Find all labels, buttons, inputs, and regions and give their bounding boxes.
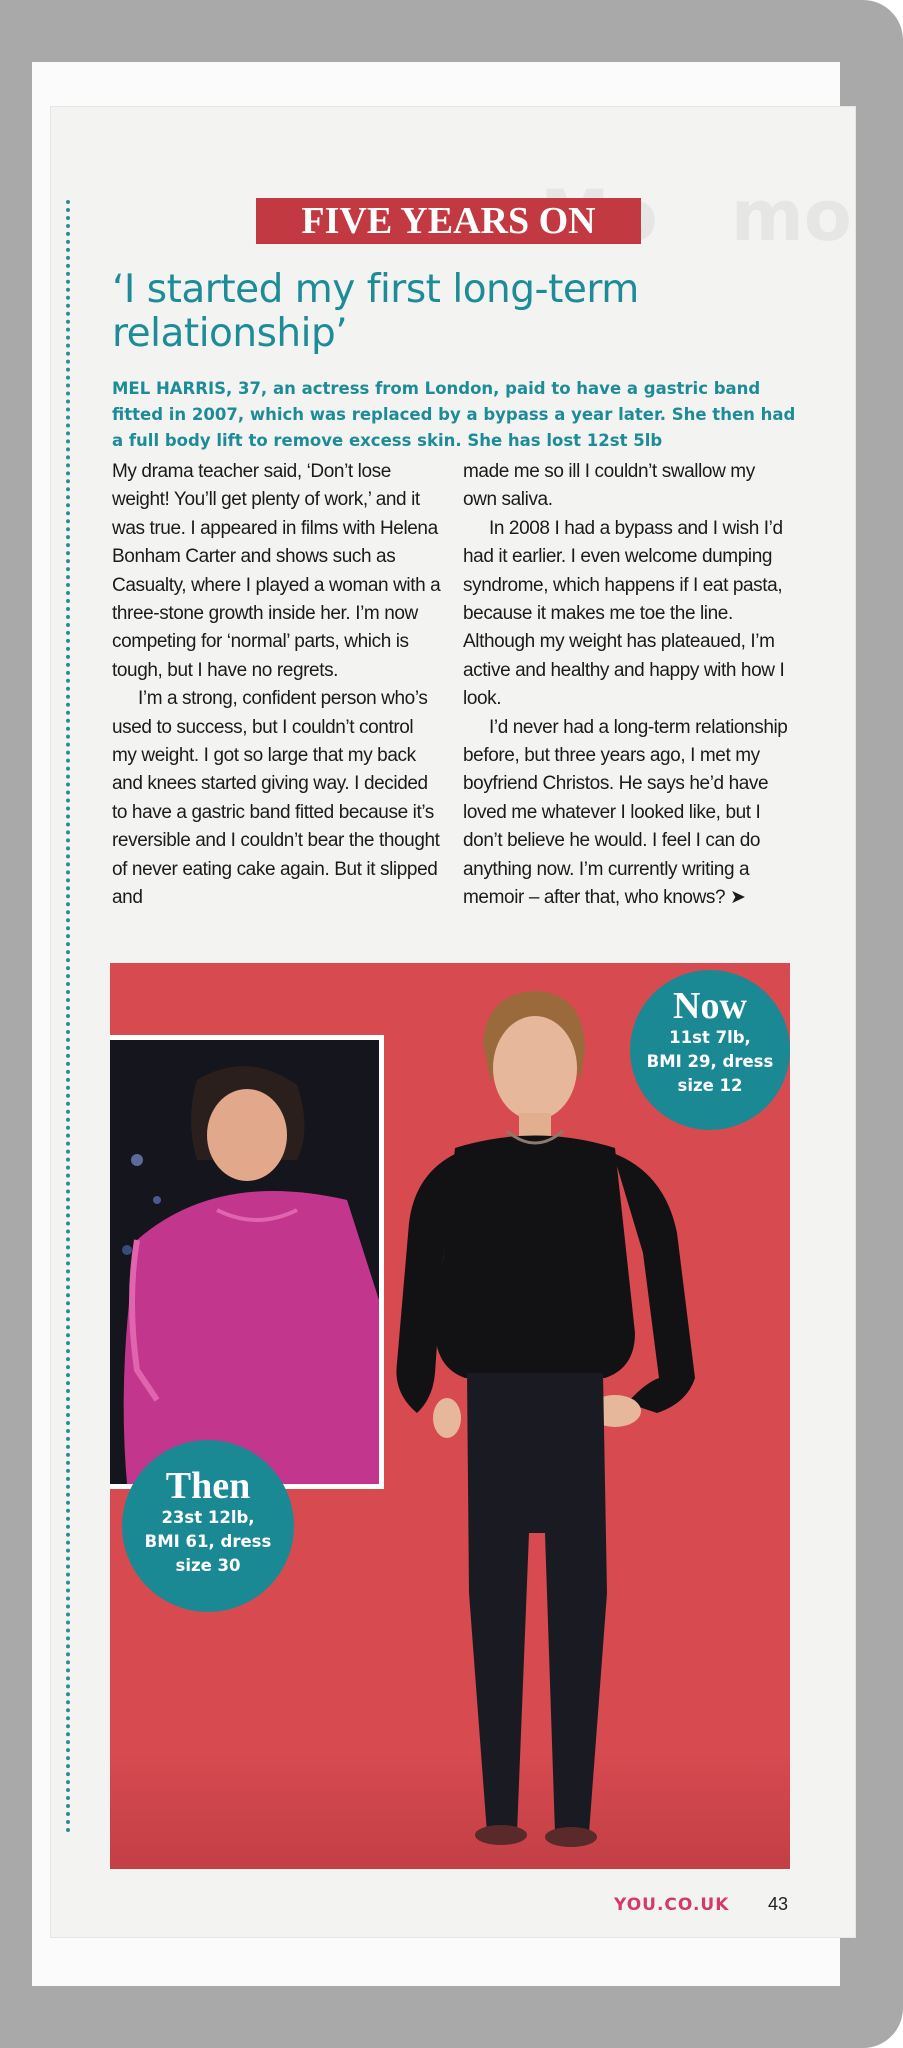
now-badge-line: size 12 xyxy=(677,1076,743,1095)
then-badge-line: BMI 61, dress xyxy=(144,1532,272,1551)
body-paragraph: I’d never had a long-term relationship before, but three years ago, I met my boyfriend Christos. He says he’d have loved me whatever I looked like, but I don’t believe he would. I feel I can do anything now. I’m currently writing a memoir – after that, who knows? ➤ xyxy=(463,716,788,909)
before-photo xyxy=(110,1035,384,1489)
now-badge-line: BMI 29, dress xyxy=(646,1052,774,1071)
body-paragraph: My drama teacher said, ‘Don’t lose weight! You’ll get plenty of work,’ and it was true. I appeared in films with Helena Bonham Carter and shows such as Casualty, where I played a woman with a three-stone growth inside her. I’m now competing for ‘normal’ parts, which is tough, but I have no regrets. xyxy=(112,461,441,681)
headline: ‘I started my first long-term relationship’ xyxy=(112,267,639,356)
standfirst: MEL HARRIS, 37, an actress from London, paid to have a gastric band fitted in 2007, which was replaced by a bypass a year later. She then had a full body lift to remove excess skin. She has lost 12st 5lb xyxy=(112,379,796,450)
site-url: YOU.CO.UK xyxy=(614,1895,730,1915)
body-paragraph: made me so ill I couldn’t swallow my own saliva. xyxy=(463,461,755,511)
now-badge-line: 11st 7lb, xyxy=(669,1028,751,1047)
body-column-2 xyxy=(463,458,793,913)
dotted-rule xyxy=(66,200,70,1834)
then-badge xyxy=(122,1440,294,1612)
body-column-1 xyxy=(112,458,442,913)
now-badge xyxy=(630,970,790,1130)
body-paragraph: I’m a strong, confident person who’s used to success, but I couldn’t control my weight. I got so large that my back and knees started giving way. I decided to have a gastric band fitted because it’s reversible and I couldn’t bear the thought of never eating cake again. But it slipped and xyxy=(112,688,440,909)
then-badge-line: size 30 xyxy=(175,1556,241,1575)
now-badge-title: Now xyxy=(673,985,747,1027)
then-badge-line: 23st 12lb, xyxy=(161,1508,255,1527)
page-number: 43 xyxy=(768,1894,789,1914)
section-banner: FIVE YEARS ON xyxy=(256,198,641,244)
woman-before-figure xyxy=(110,1040,379,1484)
body-paragraph: In 2008 I had a bypass and I wish I’d had it earlier. I even welcome dumping syndrome, which happens if I eat pasta, because it makes me toe the line. Although my weight has plateaued, I’m active and healthy and happy with how I look. xyxy=(463,517,785,710)
then-badge-title: Then xyxy=(165,1465,251,1507)
